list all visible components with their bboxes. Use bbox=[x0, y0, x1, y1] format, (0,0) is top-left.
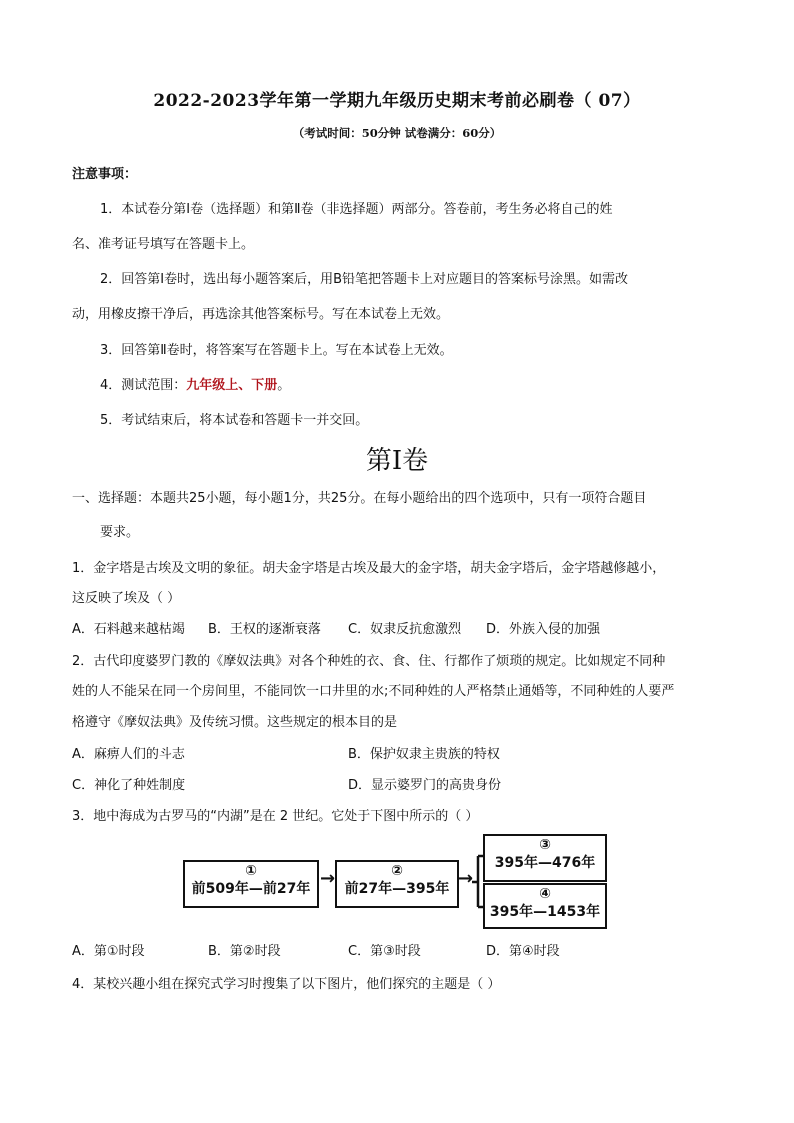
q2-option-a: A．麻痹人们的斗志 bbox=[72, 747, 185, 762]
q1-stem-line2: 这反映了埃及（ ） bbox=[72, 591, 181, 606]
q3-option-b: B．第②时段 bbox=[208, 944, 281, 959]
q2-stem-line3: 格遵守《摩奴法典》及传统习惯。这些规定的根本目的是 bbox=[72, 715, 398, 730]
arrow-icon: → bbox=[458, 868, 474, 889]
notice-item-5: 5．考试结束后，将本试卷和答题卡一并交回。 bbox=[100, 413, 369, 428]
period-1-range: 前509年—前27年 bbox=[191, 881, 311, 897]
exam-range: 九年级上、下册 bbox=[186, 378, 278, 393]
part1-instruction-line1: 一、选择题：本题共25小题，每小题1分，共25分。在每小题给出的四个选项中，只有一项符合题目 bbox=[72, 491, 647, 506]
q2-option-d: D．显示婆罗门的高贵身份 bbox=[348, 778, 502, 793]
period-box-1 bbox=[183, 860, 319, 908]
notice-item-3: 3．回答第Ⅱ卷时，将答案写在答题卡上。写在本试卷上无效。 bbox=[100, 343, 453, 358]
q4-stem: 4．某校兴趣小组在探究式学习时搜集了以下图片，他们探究的主题是（ ） bbox=[72, 977, 501, 992]
q1-option-c: C．奴隶反抗愈激烈 bbox=[348, 622, 462, 637]
notice-heading: 注意事项： bbox=[72, 167, 138, 182]
q2-stem-line2: 姓的人不能呆在同一个房间里，不能同饮一口井里的水;不同种姓的人严格禁止通婚等，不同种姓的人要严 bbox=[72, 684, 675, 699]
rome-periods-diagram bbox=[180, 832, 612, 930]
q2-option-b: B．保护奴隶主贵族的特权 bbox=[348, 747, 500, 762]
notice-item-4 bbox=[100, 374, 290, 393]
period-3-range: 395年—476年 bbox=[494, 855, 596, 871]
period-box-4 bbox=[483, 883, 607, 929]
notice-item-1-line2: 名、准考证号填写在答题卡上。 bbox=[72, 237, 255, 252]
q3-option-c: C．第③时段 bbox=[348, 944, 421, 959]
q1-option-a: A．石料越来越枯竭 bbox=[72, 622, 185, 637]
arrow-icon: → bbox=[320, 868, 336, 889]
q1-option-d: D．外族入侵的加强 bbox=[486, 622, 601, 637]
period-box-2 bbox=[335, 860, 459, 908]
q1-option-b: B．王权的逐渐衰落 bbox=[208, 622, 321, 637]
period-2-number: ② bbox=[391, 863, 403, 879]
notice-item-1-line1: 1．本试卷分第Ⅰ卷（选择题）和第Ⅱ卷（非选择题）两部分。答卷前，考生务必将自己的姓 bbox=[100, 202, 613, 217]
period-3-number: ③ bbox=[539, 837, 551, 853]
period-2-range: 前27年—395年 bbox=[344, 881, 450, 897]
page-title: 2022-2023学年第一学期九年级历史期末考前必刷卷（ 07） bbox=[153, 91, 641, 111]
q3-stem: 3．地中海成为古罗马的“内湖”是在 2 世纪。它处于下图中所示的（ ） bbox=[72, 809, 479, 824]
notice-item-4-suffix: 。 bbox=[277, 378, 291, 393]
period-4-number: ④ bbox=[539, 886, 551, 902]
q1-stem-line1: 1．金字塔是古埃及文明的象征。胡夫金字塔是古埃及最大的金字塔，胡夫金字塔后，金字塔越修越小， bbox=[72, 561, 666, 576]
period-4-range: 395年—1453年 bbox=[489, 904, 601, 920]
q2-stem-line1: 2．古代印度婆罗门教的《摩奴法典》对各个种姓的衣、食、住、行都作了烦琐的规定。比如规定不同种 bbox=[72, 654, 666, 669]
q3-option-a: A．第①时段 bbox=[72, 944, 145, 959]
part1-instruction-line2: 要求。 bbox=[100, 525, 140, 540]
period-box-3 bbox=[483, 834, 607, 882]
q3-option-d: D．第④时段 bbox=[486, 944, 560, 959]
section-title: 第Ⅰ卷 bbox=[365, 446, 429, 476]
exam-info: （考试时间：50分钟 试卷满分：60分） bbox=[292, 126, 502, 140]
notice-item-2-line2: 动，用橡皮擦干净后，再选涂其他答案标号。写在本试卷上无效。 bbox=[72, 307, 450, 322]
notice-item-4-prefix: 4．测试范围： bbox=[100, 378, 187, 393]
q2-option-c: C．神化了种姓制度 bbox=[72, 778, 186, 793]
period-1-number: ① bbox=[245, 863, 257, 879]
notice-item-2-line1: 2．回答第Ⅰ卷时，选出每小题答案后，用B铅笔把答题卡上对应题目的答案标号涂黑。如需改 bbox=[100, 272, 629, 287]
